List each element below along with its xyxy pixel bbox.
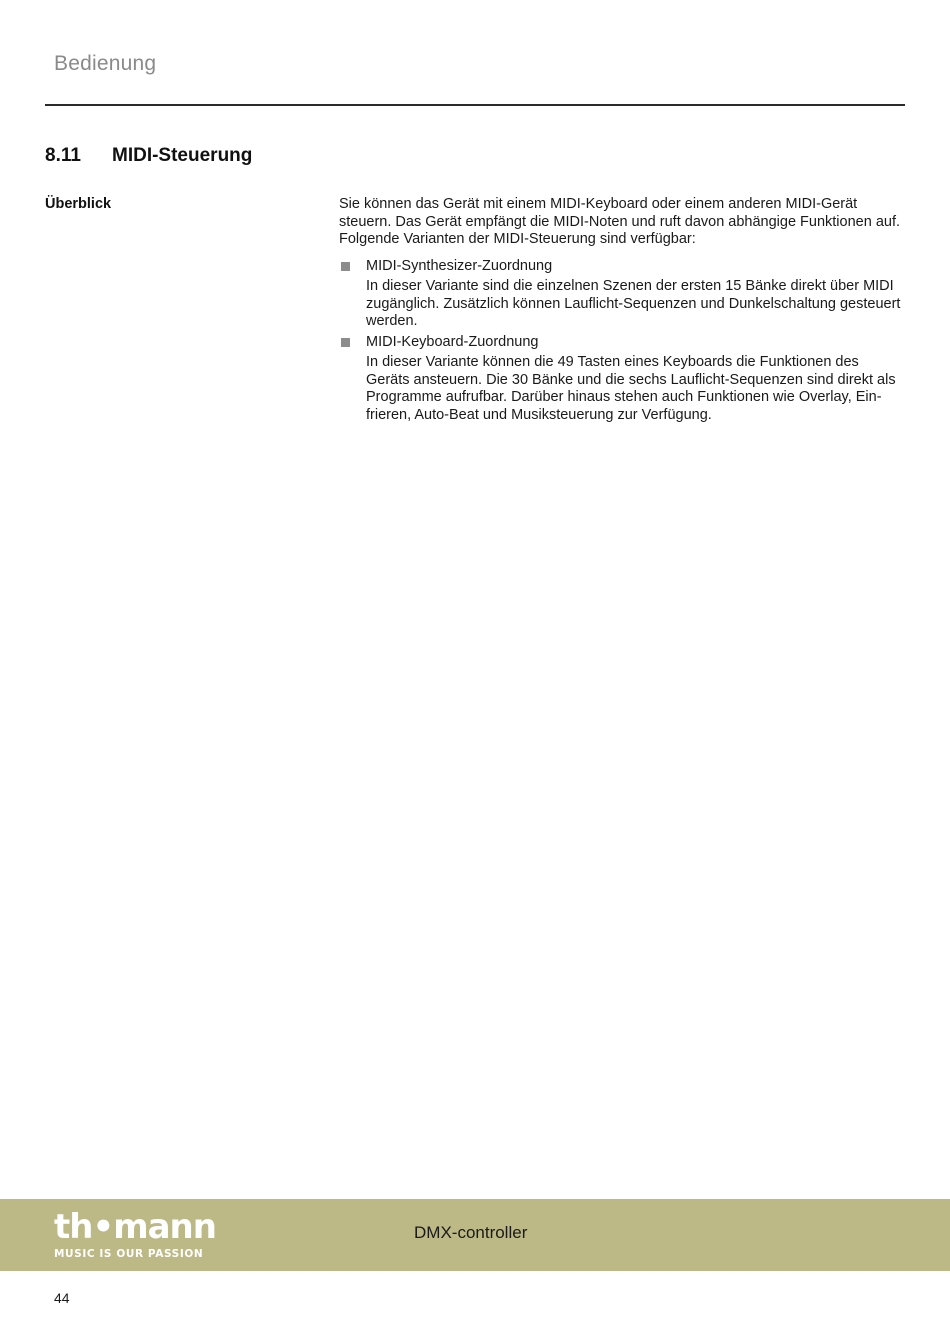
list-item-text: In dieser Variante können die 49 Tasten eines Keyboards die Funktionen des Geräts ansteuern. Die 30 Bänke und die sechs Lauflicht-Sequenzen sind direkt als Programme aufrufbar. Darüber hinaus stehen auch Funktionen wie Overlay, Einfrieren, Auto-Beat und Musiksteuerung zur Verfügung. <box>366 354 896 423</box>
page-number: 44 <box>54 1290 70 1306</box>
section-heading <box>45 145 252 167</box>
list-item <box>339 334 905 425</box>
thomann-logo <box>54 1207 216 1260</box>
footer-band <box>0 1199 950 1271</box>
logo-tagline: MUSIC IS OUR PASSION <box>54 1248 204 1260</box>
list-item-title: MIDI-Keyboard-Zuordnung <box>366 333 539 350</box>
overview-intro: Sie können das Gerät mit einem MIDI-Keyboard oder einem anderen MIDI-Gerät steuern. Das Gerät empfängt die MIDI-Noten und ruft davon abhängige Funktionen auf. Folgende Varianten der MIDI-Steuerung sind verfügbar: <box>339 196 901 247</box>
header-divider <box>45 104 905 106</box>
square-bullet-icon <box>341 338 350 347</box>
list-item <box>339 258 905 331</box>
section-title: MIDI-Steuerung <box>112 145 253 166</box>
list-item-title: MIDI-Synthesizer-Zuordnung <box>366 257 553 274</box>
overview-label: Überblick <box>45 196 112 212</box>
square-bullet-icon <box>341 262 350 271</box>
list-item-text: In dieser Variante sind die einzelnen Szenen der ersten 15 Bänke direkt über MIDI zugänglich. Zusätzlich können Lauflicht-Sequenzen und Dunkelschaltung gesteuert werden. <box>366 278 901 329</box>
footer-product-name: DMX-controller <box>414 1223 528 1242</box>
running-header: Bedienung <box>54 52 157 75</box>
variant-list <box>339 258 905 425</box>
section-number: 8.11 <box>45 145 81 166</box>
logo-wordmark: th•mann <box>54 1207 216 1247</box>
overview-body <box>339 196 905 427</box>
